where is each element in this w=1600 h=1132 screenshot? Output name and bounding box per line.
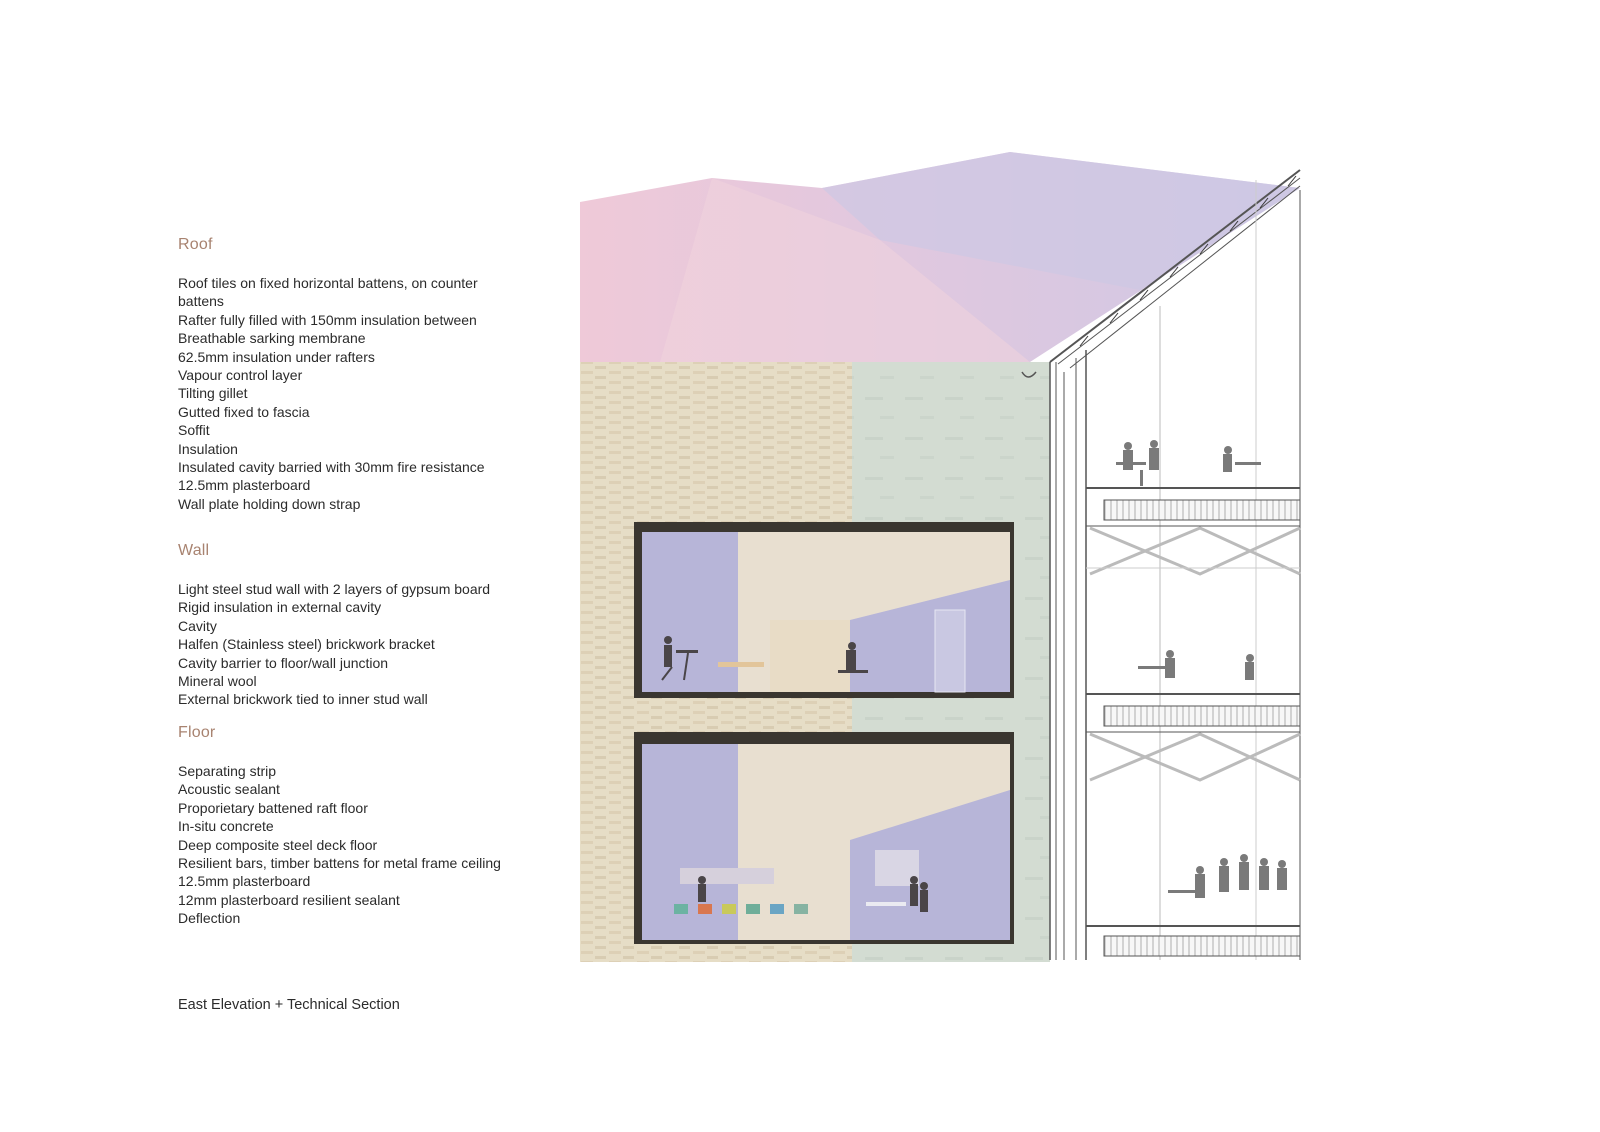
spec-item: 12.5mm plasterboard bbox=[178, 477, 311, 494]
spec-item: Separating strip bbox=[178, 763, 277, 779]
spec-item: 62.5mm insulation under rafters bbox=[178, 348, 375, 365]
spec-item: Tilting gillet bbox=[178, 385, 248, 402]
lower-window bbox=[634, 732, 1014, 944]
spec-item: Rafter fully filled with 150mm insulation between bbox=[178, 311, 477, 328]
wall-heading: Wall bbox=[178, 542, 210, 559]
spec-item: Cavity bbox=[178, 617, 217, 634]
spec-item: 12.5mm plasterboard bbox=[178, 873, 311, 890]
spec-item: Cavity barrier to floor/wall junction bbox=[178, 654, 389, 671]
spec-item: Mineral wool bbox=[178, 673, 257, 690]
roof-spec-list bbox=[178, 274, 513, 513]
spec-item: Light steel stud wall with 2 layers of gypsum board bbox=[178, 581, 491, 597]
drawing-caption: East Elevation + Technical Section bbox=[178, 997, 400, 1013]
spec-item: Roof tiles on fixed horizontal battens, on counter battens bbox=[178, 275, 478, 310]
floor-heading: Floor bbox=[178, 724, 216, 741]
spec-item: Vapour control layer bbox=[178, 367, 303, 384]
spec-item: 12mm plasterboard resilient sealant bbox=[178, 891, 400, 908]
spec-item: Resilient bars, timber battens for metal frame ceiling bbox=[178, 855, 501, 872]
spec-item: Rigid insulation in external cavity bbox=[178, 599, 382, 616]
spec-item: Gutted fixed to fascia bbox=[178, 403, 310, 420]
spec-item: Wall plate holding down strap bbox=[178, 495, 361, 512]
spec-item: External brickwork tied to inner stud wall bbox=[178, 691, 428, 708]
spec-item: Deflection bbox=[178, 910, 241, 927]
upper-window bbox=[634, 522, 1014, 698]
spec-item: Insulation bbox=[178, 440, 238, 457]
wall-spec-list bbox=[178, 580, 513, 709]
spec-item: Halfen (Stainless steel) brickwork bracket bbox=[178, 636, 435, 653]
roof-elevation bbox=[580, 152, 1300, 362]
elevation-section-drawing bbox=[580, 150, 1340, 990]
spec-item: Breathable sarking membrane bbox=[178, 330, 366, 347]
spec-item: Proporietary battened raft floor bbox=[178, 799, 368, 816]
spec-item: Deep composite steel deck floor bbox=[178, 836, 378, 853]
spec-item: In-situ concrete bbox=[178, 818, 274, 835]
floor-spec-list bbox=[178, 762, 513, 928]
spec-item: Insulated cavity barried with 30mm fire resistance bbox=[178, 459, 485, 476]
spec-item: Soffit bbox=[178, 422, 210, 439]
spec-item: Acoustic sealant bbox=[178, 781, 280, 798]
roof-heading: Roof bbox=[178, 236, 213, 253]
